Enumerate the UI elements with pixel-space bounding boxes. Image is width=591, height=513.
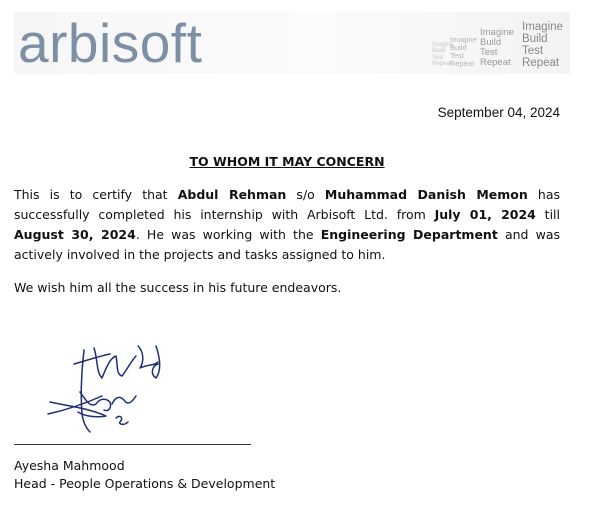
intern-name: Abdul Rehman [177,187,287,202]
signatory-name: Ayesha Mahmood [14,458,125,473]
letter-date: September 04, 2024 [437,105,560,120]
tagline-word: Build [480,36,502,48]
tagline-word: Build [432,48,446,55]
text-run: and was actively involved in the projects and tasks assigned to him. [14,227,560,262]
handwritten-signature [44,338,174,446]
text-run: has successfully completed his internship with Arbisoft Ltd. from [14,187,560,222]
tagline-tier-3 [480,28,514,68]
tagline-tier-2 [450,36,477,68]
tagline-word: Build [450,42,467,52]
tagline-word: Imagine [450,35,477,44]
tagline-word: Repeat [450,58,475,68]
wishes-paragraph: We wish him all the success in his future endeavors. [14,280,342,295]
letterhead-banner [14,12,570,74]
text-run: This is to certify that [14,187,178,202]
tagline-word: Imagine [522,21,563,33]
department-name: Engineering Department [320,227,498,242]
tagline-word: Test [450,50,464,60]
signature-line [14,444,251,445]
arbisoft-logo: arbisoft [18,12,203,74]
start-date: July 01, 2024 [434,207,536,222]
text-run: till [535,207,560,222]
text-run: s/o [286,187,325,202]
tagline-word: Test [480,46,498,58]
tagline-word: Test [522,45,544,58]
text-run: . He was working with the [135,227,321,242]
tagline-tier-4 [522,21,563,69]
end-date: August 30, 2024 [14,227,136,242]
signatory-title: Head - People Operations & Development [14,476,276,491]
tagline-word: Repeat [480,56,511,68]
tagline-word: Imagine [480,27,514,38]
tagline-word: Test [432,54,444,61]
tagline-word: Build [522,33,548,46]
certification-paragraph [14,185,560,265]
letter-subject: TO WHOM IT MAY CONCERN [189,154,385,169]
father-name: Muhammad Danish Memon [324,187,528,202]
tagline-word: Repeat [522,57,560,70]
tagline-word: Imagine [432,42,454,48]
tagline-word: Repeat [432,60,452,67]
